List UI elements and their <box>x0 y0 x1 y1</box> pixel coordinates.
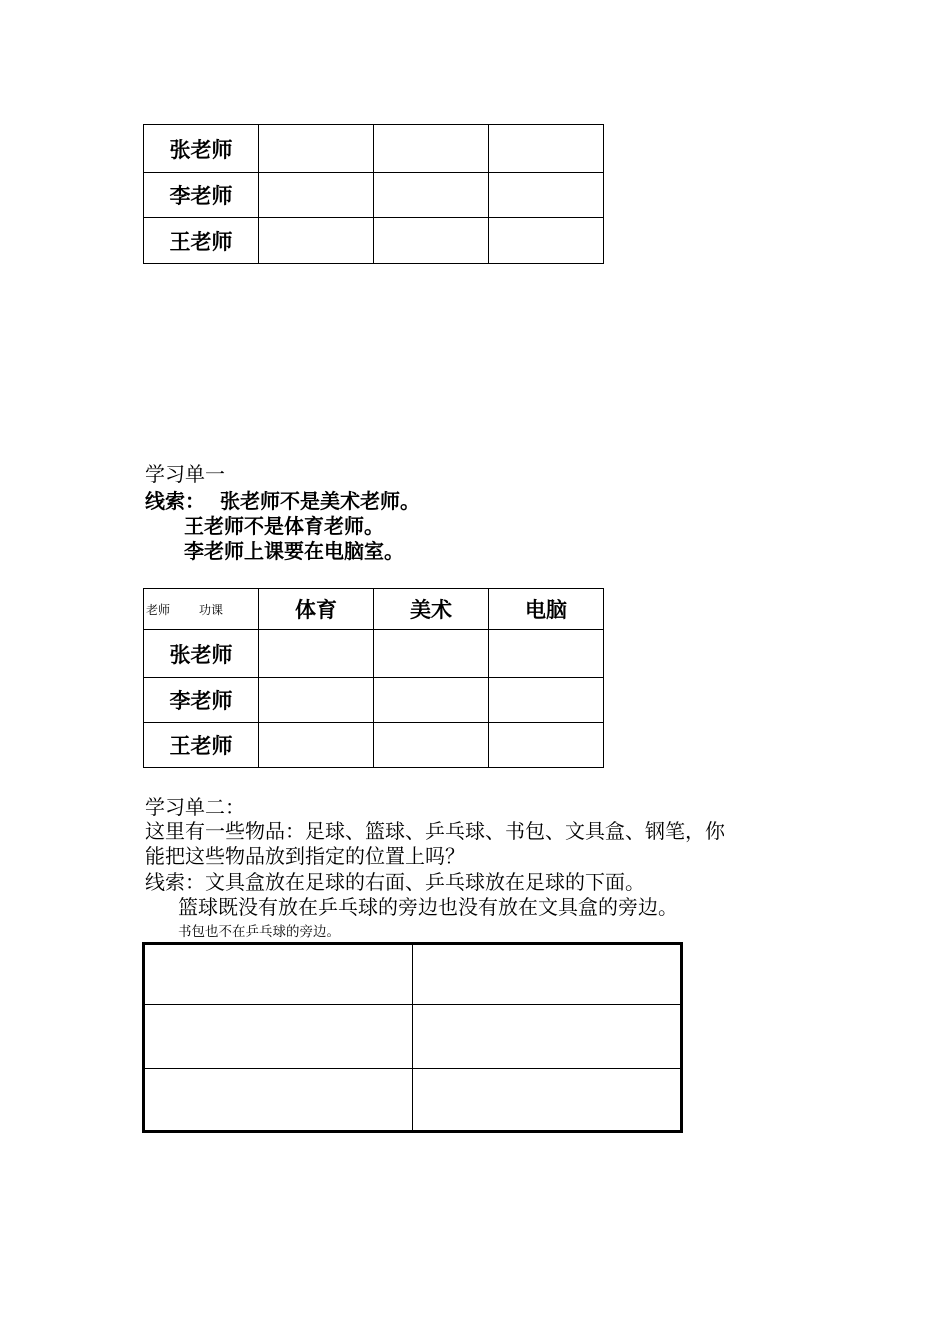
cell[interactable] <box>374 678 489 723</box>
cell[interactable] <box>374 173 489 218</box>
col-header-art: 美术 <box>374 589 489 630</box>
cell[interactable] <box>259 173 374 218</box>
row-label-li: 李老师 <box>144 173 259 218</box>
sheet2-clue-3: 书包也不在乒乓球的旁边。 <box>178 924 340 940</box>
clue-label: 线索： <box>145 489 205 513</box>
cell[interactable] <box>489 218 604 264</box>
row-label-zhang: 张老师 <box>144 125 259 173</box>
corner-row-label: 老师 <box>146 603 171 617</box>
sheet2-heading: 学习单二： <box>145 795 245 819</box>
cell[interactable] <box>259 218 374 264</box>
cell[interactable] <box>489 125 604 173</box>
clue-3: 李老师上课要在电脑室。 <box>184 539 404 563</box>
top-table <box>143 124 604 264</box>
placement-cell[interactable] <box>144 944 413 1005</box>
corner-col-label: 功课 <box>199 603 224 617</box>
sheet1-table <box>143 588 604 768</box>
corner-header <box>144 589 259 630</box>
sheet2-clue-2: 篮球既没有放在乒乓球的旁边也没有放在文具盒的旁边。 <box>178 895 678 919</box>
placement-cell[interactable] <box>413 944 682 1005</box>
cell[interactable] <box>374 630 489 678</box>
sheet2-clue-1: 线索：文具盒放在足球的右面、乒乓球放在足球的下面。 <box>145 870 645 894</box>
cell[interactable] <box>489 630 604 678</box>
cell[interactable] <box>489 723 604 768</box>
placement-cell[interactable] <box>413 1005 682 1069</box>
row-label-zhang: 张老师 <box>144 630 259 678</box>
sheet2-intro-line2: 能把这些物品放到指定的位置上吗？ <box>145 844 465 868</box>
cell[interactable] <box>259 678 374 723</box>
row-label-wang: 王老师 <box>144 723 259 768</box>
cell[interactable] <box>259 125 374 173</box>
cell[interactable] <box>374 218 489 264</box>
placement-cell[interactable] <box>413 1069 682 1132</box>
sheet1-heading: 学习单一 <box>145 462 225 486</box>
placement-grid <box>142 942 683 1133</box>
sheet2-intro-line1: 这里有一些物品：足球、篮球、乒乓球、书包、文具盒、钢笔，你 <box>145 819 725 843</box>
cell[interactable] <box>489 173 604 218</box>
placement-cell[interactable] <box>144 1005 413 1069</box>
clue-1: 张老师不是美术老师。 <box>219 489 420 513</box>
cell[interactable] <box>374 125 489 173</box>
cell[interactable] <box>259 723 374 768</box>
row-label-li: 李老师 <box>144 678 259 723</box>
row-label-wang: 王老师 <box>144 218 259 264</box>
placement-cell[interactable] <box>144 1069 413 1132</box>
cell[interactable] <box>259 630 374 678</box>
col-header-pe: 体育 <box>259 589 374 630</box>
clue-2: 王老师不是体育老师。 <box>184 514 384 538</box>
col-header-computer: 电脑 <box>489 589 604 630</box>
cell[interactable] <box>374 723 489 768</box>
sheet1-clue-line1 <box>145 489 420 513</box>
cell[interactable] <box>489 678 604 723</box>
